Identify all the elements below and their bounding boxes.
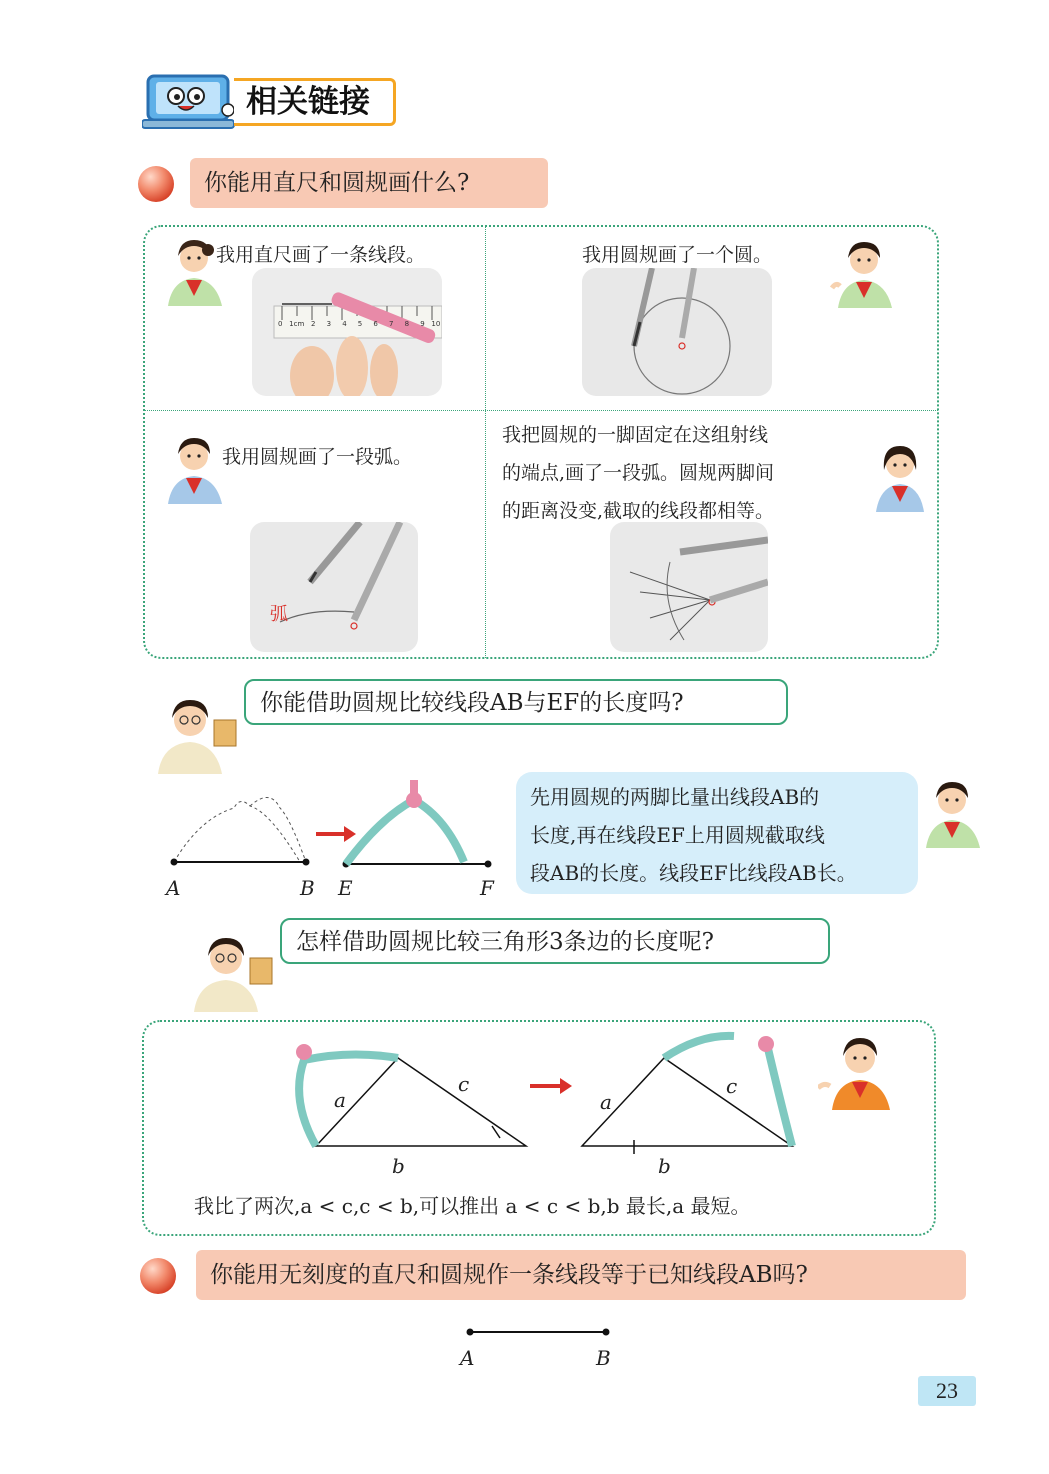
side-c-label-2: c	[726, 1074, 738, 1098]
ruler-photo	[252, 268, 442, 396]
rays-photo	[610, 522, 768, 652]
point-a-label: A	[166, 876, 181, 900]
panel-divider-vertical	[485, 226, 486, 658]
side-b-label-2: b	[658, 1154, 671, 1178]
compare-answer-bubble: 先用圆规的两脚比量出线段AB的 长度,再在线段EF上用圆规截取线 段AB的长度。线段EF比线段AB长。	[516, 772, 918, 894]
segment-a-label: A	[460, 1346, 475, 1370]
boy-student-2-icon	[156, 432, 232, 504]
question-1: 你能用直尺和圆规画什么?	[190, 158, 548, 208]
point-e-label: E	[338, 876, 353, 900]
question-3-bubble: 怎样借助圆规比较三角形3条边的长度呢?	[280, 918, 830, 964]
boy-student-4-icon	[818, 1030, 898, 1110]
teacher-icon	[150, 690, 240, 774]
side-c-label-1: c	[458, 1072, 470, 1096]
ruler-caption: 我用直尺画了一条线段。	[216, 244, 426, 266]
circle-photo	[582, 268, 772, 396]
boy-student-3-icon	[920, 776, 984, 848]
compare-segments-diagram	[160, 778, 500, 904]
fixed-point-text: 我把圆规的一脚固定在这组射线 的端点,画了一段弧。圆规两脚间 的距离没变,截取的线段都相等。	[502, 424, 775, 522]
boy-student-icon	[830, 238, 900, 308]
triangle-compare-diagram	[280, 1030, 820, 1160]
side-a-label-1: a	[334, 1088, 346, 1112]
section-title: 相关链接	[234, 78, 396, 126]
page-number: 23	[918, 1376, 976, 1406]
segment-ab	[462, 1324, 616, 1340]
point-f-label: F	[480, 876, 494, 900]
segment-b-label: B	[596, 1346, 611, 1370]
laptop-mascot-icon	[142, 70, 242, 134]
panel-divider-horizontal	[144, 410, 938, 411]
teacher-2-icon	[186, 928, 276, 1012]
bullet-ball-icon	[138, 166, 174, 202]
arc-label: 弧	[270, 604, 288, 625]
question-2-bubble: 你能借助圆规比较线段AB与EF的长度吗?	[244, 679, 788, 725]
question-4: 你能用无刻度的直尺和圆规作一条线段等于已知线段AB吗?	[196, 1250, 966, 1300]
triangle-conclusion: 我比了两次,a < c,c < b,可以推出 a < c < b,b 最长,a 最短。	[194, 1194, 751, 1218]
arc-photo	[250, 522, 418, 652]
side-b-label-1: b	[392, 1154, 405, 1178]
arc-caption: 我用圆规画了一段弧。	[222, 446, 413, 468]
circle-caption: 我用圆规画了一个圆。	[582, 244, 773, 266]
bullet-ball-2-icon	[140, 1258, 176, 1294]
side-a-label-2: a	[600, 1090, 612, 1114]
point-b-label: B	[300, 876, 315, 900]
ruler-scale: 0 1cm 2 3 4 5 6 7 8 9 10	[278, 320, 441, 328]
section-header	[142, 70, 402, 134]
girl-student-2-icon	[872, 440, 928, 512]
